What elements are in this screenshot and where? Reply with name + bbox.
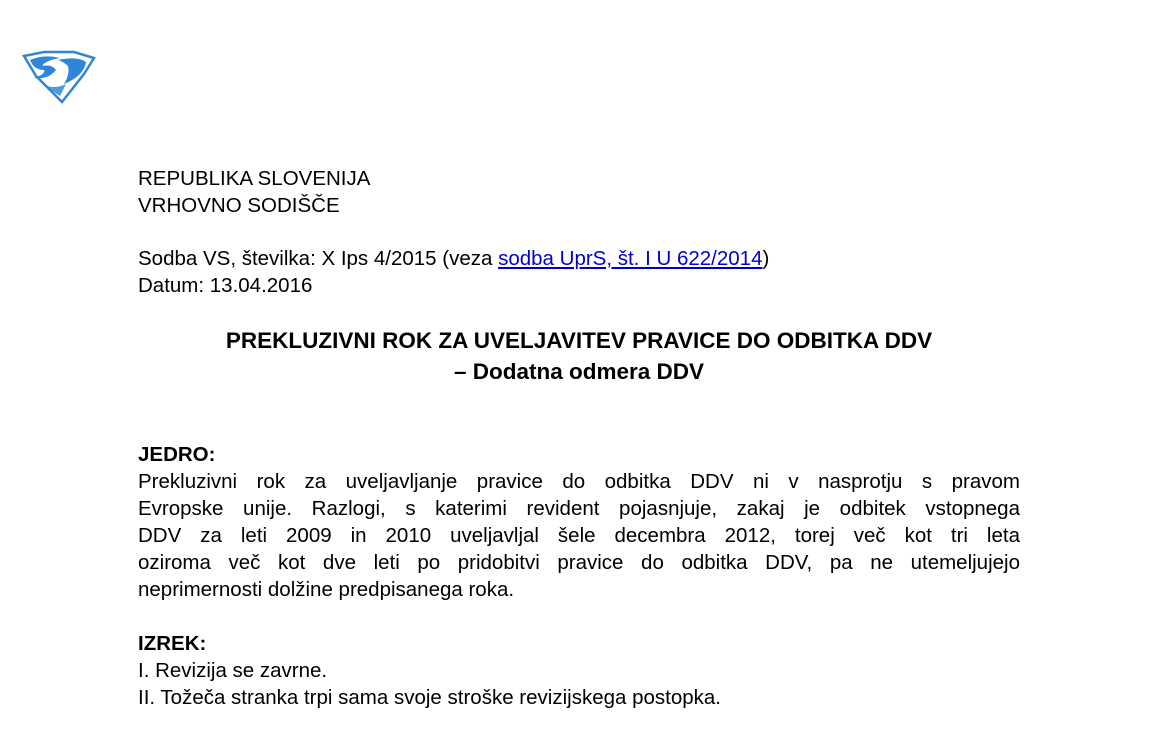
document-subtitle: – Dodatna odmera DDV — [453, 359, 705, 384]
jedro-line: neprimernosti dolžine predpisanega roka. — [138, 578, 515, 601]
document-title: PREKLUZIVNI ROK ZA UVELJAVITEV PRAVICE DO ODBITKA DDV — [225, 328, 933, 353]
case-reference-suffix: ) — [762, 247, 770, 270]
izrek-item: I. Revizija se zavrne. — [138, 659, 328, 682]
jedro-line: DDV za leti 2009 in 2010 uveljavljal šele decembra 2012, torej več kot tri leta — [138, 524, 1020, 547]
jedro-line: Prekluzivni rok za uveljavljanje pravice do odbitka DDV ni v nasprotju s pravom — [138, 470, 1020, 493]
case-reference — [138, 245, 769, 272]
izrek-heading: IZREK: — [138, 632, 207, 655]
header-country: REPUBLIKA SLOVENIJA — [138, 167, 371, 190]
jedro-line: Evropske unije. Razlogi, s katerimi revident pojasnjuje, zakaj je odbitek vstopnega — [138, 497, 1020, 520]
case-date: Datum: 13.04.2016 — [138, 274, 313, 297]
case-number: Sodba VS, številka: X Ips 4/2015 (veza — [138, 247, 499, 270]
jedro-heading: JEDRO: — [138, 443, 216, 466]
jedro-line: oziroma več kot dve leti po pridobitvi pravice do odbitka DDV, pa ne utemeljujejo — [138, 551, 1020, 574]
header-court: VRHOVNO SODIŠČE — [138, 194, 340, 217]
related-judgment-link[interactable]: sodba UprS, št. I U 622/2014 — [498, 247, 763, 270]
court-logo-icon — [22, 50, 96, 104]
izrek-item: II. Tožeča stranka trpi sama svoje stroške revizijskega postopka. — [138, 686, 721, 709]
